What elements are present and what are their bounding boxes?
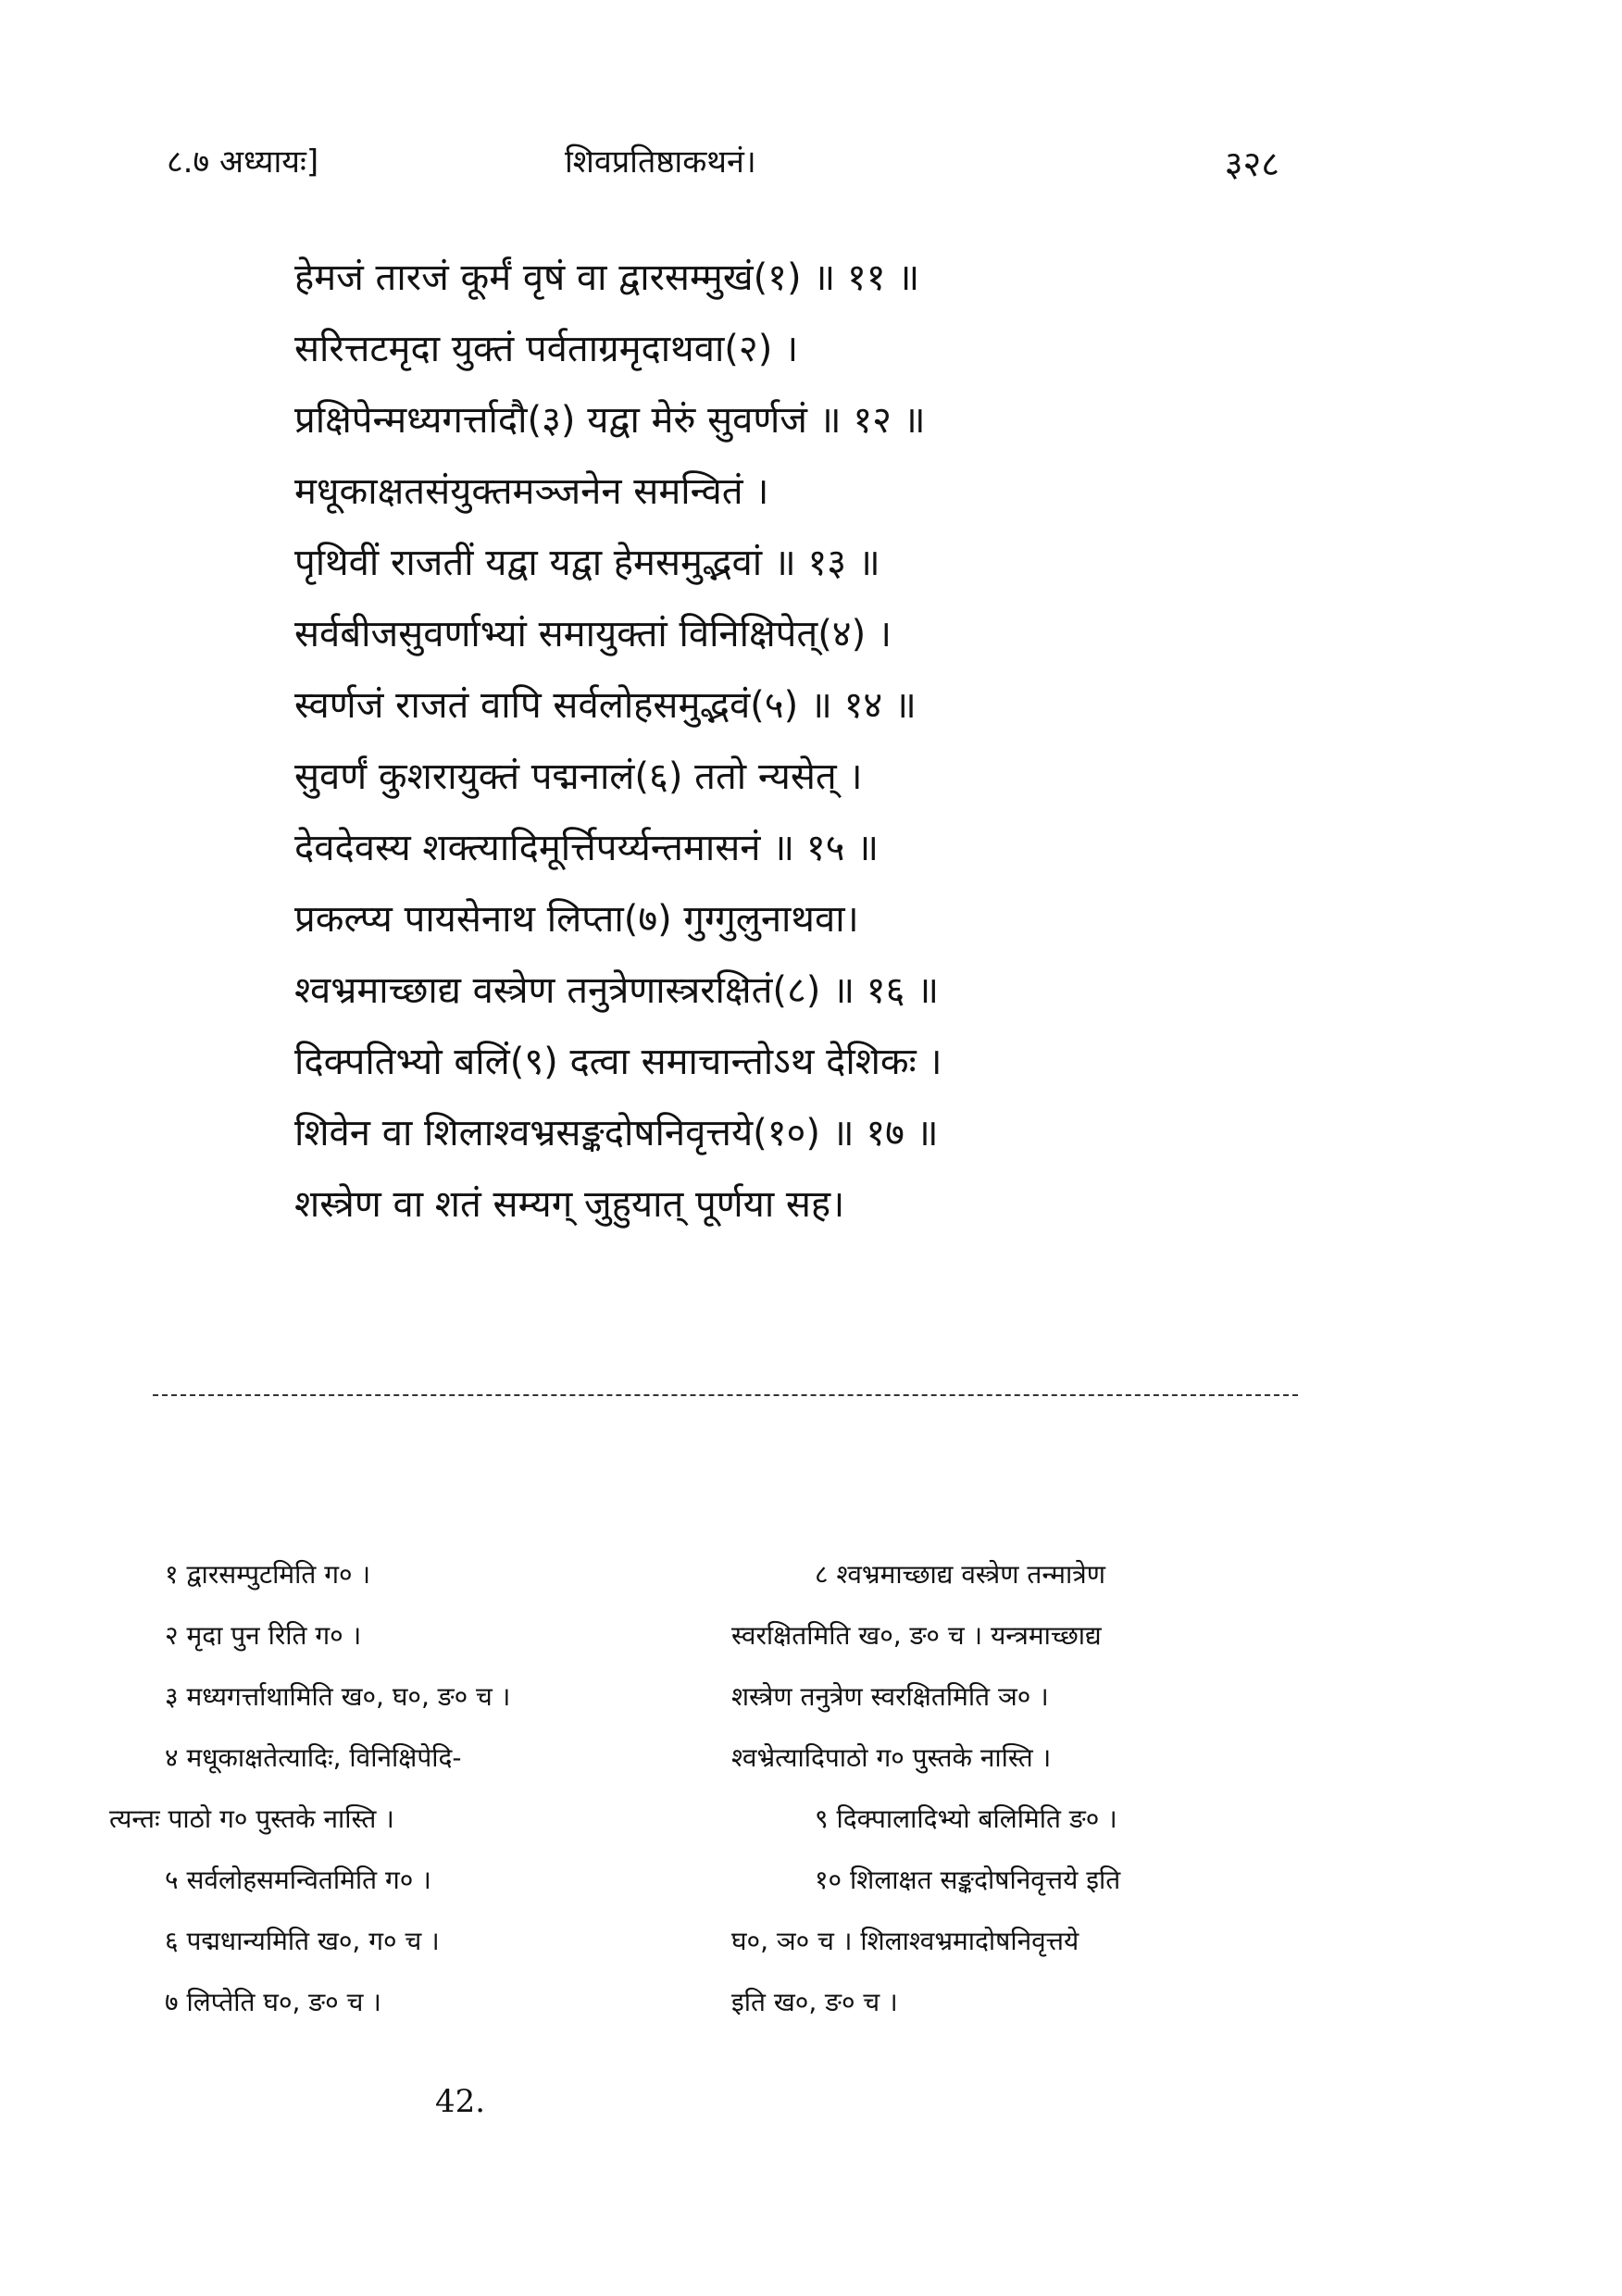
verse-line: प्रक्षिपेन्मध्यगर्त्तादौ(३) यद्वा मेरुं सुवर्णजं ॥ १२ ॥	[294, 399, 926, 442]
footnote: १ द्वारसम्पुटमिति ग० ।	[165, 1559, 371, 1590]
footnote: ८ श्वभ्रमाच्छाद्य वस्त्रेण तन्मात्रेण	[815, 1559, 1105, 1590]
footnote: ९ दिक्पालादिभ्यो बलिमिति ङ० ।	[815, 1803, 1117, 1834]
verse-line: स्वर्णजं राजतं वापि सर्वलोहसमुद्भवं(५) ॥ १४ ॥	[294, 684, 917, 727]
verse-line: श्वभ्रमाच्छाद्य वस्त्रेण तनुत्रेणास्त्ररक्षितं(८) ॥ १६ ॥	[294, 969, 940, 1012]
footnotes-left-column	[109, 1544, 739, 2033]
chapter-label: ८.७ अध्यायः]	[167, 144, 319, 181]
footnote-divider	[153, 1394, 1298, 1396]
footnote-continuation: इति ख०, ङ० च ।	[731, 1987, 898, 2017]
verse-line: पृथिवीं राजतीं यद्वा यद्वा हेमसमुद्भवां ॥ १३ ॥	[294, 542, 880, 584]
footnote-continuation: स्वरक्षितमिति ख०, ङ० च । यन्त्रमाच्छाद्य	[731, 1620, 1102, 1651]
verse-line: सर्वबीजसुवर्णाभ्यां समायुक्तां विनिक्षिपेत्(४) ।	[294, 613, 892, 655]
page-number: ३२८	[1224, 144, 1279, 184]
verse-line: मधूकाक्षतसंयुक्तमञ्जनेन समन्वितं ।	[294, 470, 769, 513]
footnote: १० शिलाक्षत सङ्कदोषनिवृत्तये इति	[815, 1865, 1121, 1895]
footnote-continuation: घ०, ञ० च । शिलाश्वभ्रमादोषनिवृत्तये	[731, 1926, 1079, 1956]
verse-line: शिवेन वा शिलाश्वभ्रसङ्कदोषनिवृत्तये(१०) ॥ १७ ॥	[294, 1112, 939, 1154]
footnote-continuation: श्वभ्रेत्यादिपाठो ग० पुस्तके नास्ति ।	[731, 1742, 1052, 1773]
footnote: ७ लिप्तेति घ०, ङ० च ।	[165, 1987, 381, 2017]
verse-line: सुवर्णं कुशरायुक्तं पद्मनालं(६) ततो न्यसेत् ।	[294, 755, 863, 798]
running-header	[167, 139, 1279, 194]
signature-mark: 42.	[435, 2083, 486, 2120]
footnote-continuation: शस्त्रेण तनुत्रेण स्वरक्षितमिति ञ० ।	[731, 1681, 1049, 1712]
footnote: ६ पद्मधान्यमिति ख०, ग० च ।	[165, 1926, 440, 1956]
verse-line: देवदेवस्य शक्त्यादिमूर्त्तिपर्य्यन्तमासनं ॥ १५ ॥	[294, 827, 880, 869]
verse-line: सरित्तटमृदा युक्तं पर्वताग्रमृदाथवा(२) ।	[294, 328, 799, 370]
verse-block	[294, 243, 1313, 1241]
footnote: ३ मध्यगर्त्ताथामिति ख०, घ०, ङ० च ।	[165, 1681, 511, 1712]
footnote: ४ मधूकाक्षतेत्यादिः, विनिक्षिपेदि-	[165, 1742, 462, 1773]
footnote: ५ सर्वलोहसमन्वितमिति ग० ।	[165, 1865, 431, 1895]
footnote-continuation: त्यन्तः पाठो ग० पुस्तके नास्ति ।	[109, 1803, 394, 1834]
verse-line: दिक्पतिभ्यो बलिं(९) दत्वा समाचान्तोऽथ देशिकः ।	[294, 1041, 942, 1083]
verse-line: प्रकल्प्य पायसेनाथ लिप्ता(७) गुग्गुलुनाथवा।	[294, 898, 859, 941]
page-title: शिवप्रतिष्ठाकथनं।	[565, 144, 756, 181]
footnotes-right-column	[731, 1544, 1305, 2033]
verse-line: हेमजं तारजं कूर्मं वृषं वा द्वारसम्मुखं(१) ॥ ११ ॥	[294, 256, 920, 299]
verse-line: शस्त्रेण वा शतं सम्यग् जुहुयात् पूर्णया सह।	[294, 1183, 845, 1226]
footnote: २ मृदा पुन रिति ग० ।	[165, 1620, 362, 1651]
